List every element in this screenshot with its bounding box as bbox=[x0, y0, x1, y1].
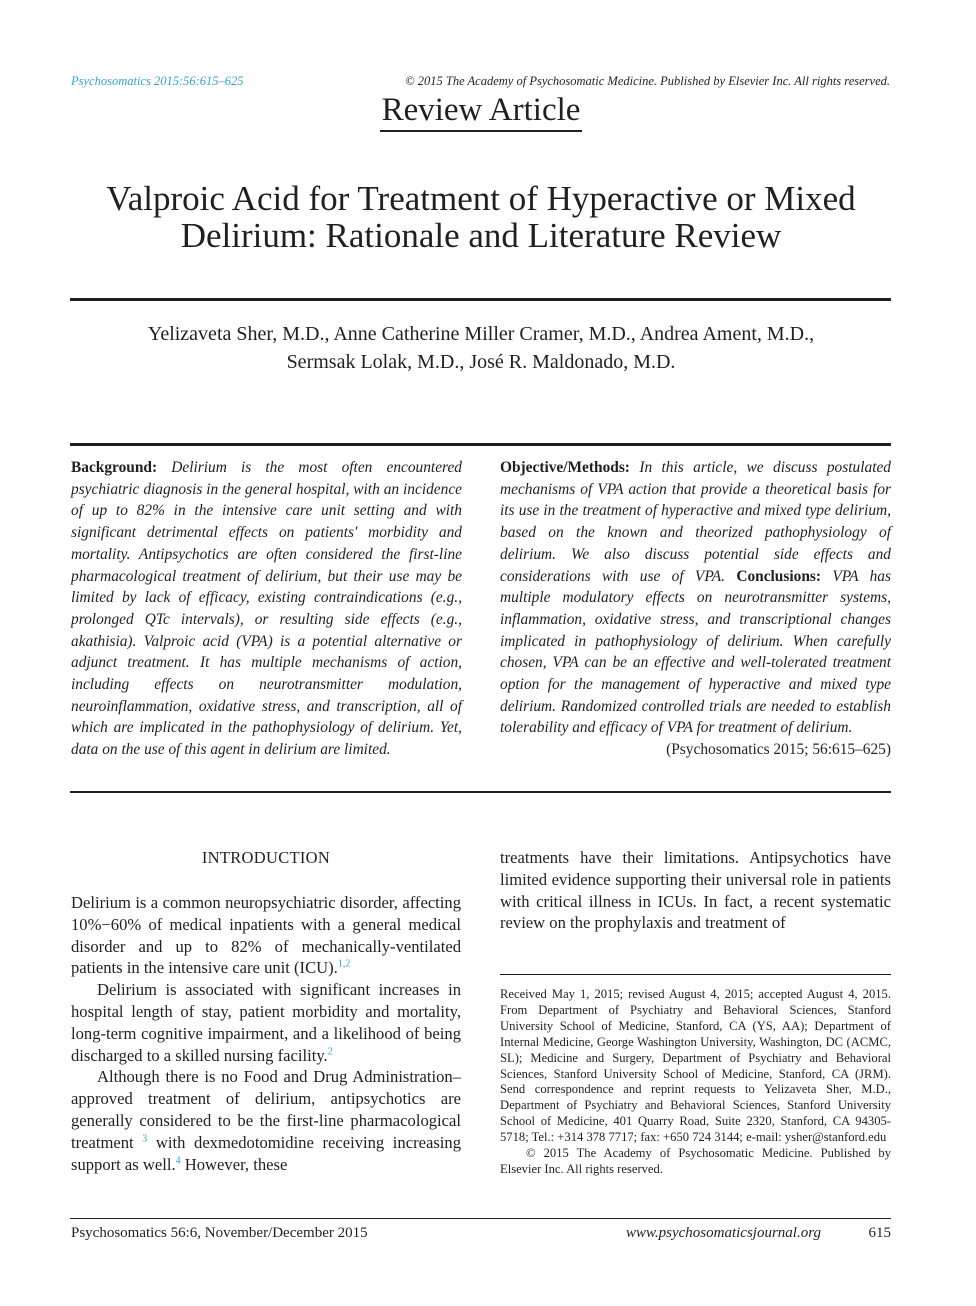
paragraph-2-text: Delirium is associated with significant increases in hospital length of stay, patient morbidity and mortality, long-term cognitive impairment, and a likelihood of being discharged to a skilled nursing facility. bbox=[71, 980, 461, 1065]
received-copyright: © 2015 The Academy of Psychosomatic Medicine. Published by Elsevier Inc. All rights reserved. bbox=[500, 1146, 891, 1176]
authors-line-2: Sermsak Lolak, M.D., José R. Maldonado, M.D. bbox=[286, 351, 676, 373]
right-column-body bbox=[500, 847, 891, 934]
abstract-bottom-rule bbox=[70, 791, 891, 793]
objective-text: In this article, we discuss postulated mechanisms of VPA action that provide a theoretical basis for its use in the treatment of hyperactive and mixed type delirium, based on the known and theorized pathophysiology of delirium. We also discuss potential side effects and considerations with use of VPA. bbox=[500, 459, 891, 585]
received-text: Received May 1, 2015; revised August 4, 2015; accepted August 4, 2015. From Department of Psychiatry and Behavioral Sciences, Stanford University School of Medicine, Stanford, CA (YS, AA); Department of Internal Medicine, George Washington University, Washington, DC (ACMC, SL); Medicine and Surgery, Department of Psychiatry and Behavioral Sciences, Stanford University School of Medicine, Stanford, CA (JRM). Send correspondence and reprint requests to Yelizaveta Sher, M.D., Department of Psychiatry and Behavioral Sciences, Stanford University School of Medicine, 401 Quarry Road, Suite 2320, Stanford, CA 94305-5718; Tel.: +314 378 7717; fax: +650 724 3144; e-mail: ysher@stanford.edu bbox=[500, 987, 891, 1145]
paragraph-continued: treatments have their limitations. Antipsychotics have limited evidence supporting their universal role in patients with critical illness in ICUs. In fact, a recent systematic review on the prophylaxis and treatment of bbox=[500, 848, 891, 933]
section-label bbox=[0, 92, 962, 129]
received-divider bbox=[500, 974, 891, 975]
reference-link[interactable]: 1,2 bbox=[337, 958, 351, 970]
abstract-top-rule bbox=[70, 443, 891, 446]
introduction-heading: INTRODUCTION bbox=[201, 848, 331, 867]
reference-link[interactable]: 3 bbox=[142, 1133, 148, 1145]
paragraph-3-text-c: However, these bbox=[184, 1154, 288, 1174]
paragraph-1-text: Delirium is a common neuropsychiatric disorder, affecting 10%−60% of medical inpatients with a general medical disorder and up to 82% of mechanically-ventilated patients in the intensive care unit (ICU). bbox=[71, 893, 461, 978]
title-divider bbox=[70, 298, 891, 301]
conclusions-text: VPA has multiple modulatory effects on neurotransmitter systems, inflammation, oxidative stress, and transcriptional changes implicated in pathophysiology of delirium. When carefully chosen, VPA can be an effective and well-tolerated treatment option for the management of hyperactive and mixed type delirium. Randomized controlled trials are needed to establish tolerability and efficacy of VPA for treatment of delirium. bbox=[500, 567, 891, 737]
copyright-notice: © 2015 The Academy of Psychosomatic Medicine. Published by Elsevier Inc. All rights reserved. bbox=[405, 74, 890, 88]
abstract-citation: (Psychosomatics 2015; 56:615–625) bbox=[666, 741, 891, 759]
footer-issue: Psychosomatics 56:6, November/December 2015 bbox=[71, 1225, 368, 1241]
title-line-2: Delirium: Rationale and Literature Review bbox=[180, 216, 782, 255]
paragraph-3 bbox=[71, 1066, 461, 1175]
abstract-background bbox=[71, 457, 462, 761]
footer-divider bbox=[70, 1218, 891, 1219]
paragraph-1 bbox=[71, 892, 461, 979]
paragraph-3-text-b: with dexmedotomidine receiving increasing support as well. bbox=[71, 1132, 461, 1174]
title-line-1: Valproic Acid for Treatment of Hyperactive or Mixed bbox=[106, 179, 856, 218]
article-title bbox=[71, 180, 891, 254]
reference-link[interactable]: 2 bbox=[327, 1046, 333, 1058]
background-label: Background: bbox=[71, 459, 158, 476]
received-info bbox=[500, 987, 891, 1178]
reference-link[interactable]: 4 bbox=[175, 1155, 181, 1167]
authors-line-1: Yelizaveta Sher, M.D., Anne Catherine Miller Cramer, M.D., Andrea Ament, M.D., bbox=[147, 323, 815, 345]
left-column-body bbox=[71, 892, 461, 1175]
page-number: 615 bbox=[868, 1225, 891, 1241]
paragraph-2 bbox=[71, 979, 461, 1066]
objective-label: Objective/Methods: bbox=[500, 459, 630, 476]
footer-journal-link[interactable]: www.psychosomaticsjournal.org bbox=[626, 1225, 822, 1241]
conclusions-label: Conclusions: bbox=[736, 567, 821, 585]
paragraph-3-text-a: Although there is no Food and Drug Administration–approved treatment of delirium, antipsychotics are generally considered to be the first-line pharmacological treatment bbox=[71, 1067, 461, 1152]
author-list bbox=[71, 320, 891, 376]
background-text: Delirium is the most often encountered psychiatric diagnosis in the general hospital, with an incidence of up to 82% in the intensive care unit setting and with significant detrimental effects on patients' morbidity and mortality. Antipsychotics are often considered the first-line pharmacological treatment of delirium, but their use may be limited by lack of efficacy, existing contraindications (e.g., prolonged QTc intervals), or resulting side effects (e.g., akathisia). Valproic acid (VPA) is a potential alternative or adjunct treatment. It has multiple mechanisms of action, including effects on neurotransmitter modulation, neuroinflammation, oxidative stress, and transcription, all of which are implicated in the pathophysiology of delirium. Yet, data on the use of this agent in delirium are limited. bbox=[71, 459, 462, 759]
abstract-objective bbox=[500, 457, 891, 761]
section-label-text: Review Article bbox=[380, 92, 583, 132]
journal-reference-link[interactable]: Psychosomatics 2015:56:615–625 bbox=[71, 74, 244, 88]
